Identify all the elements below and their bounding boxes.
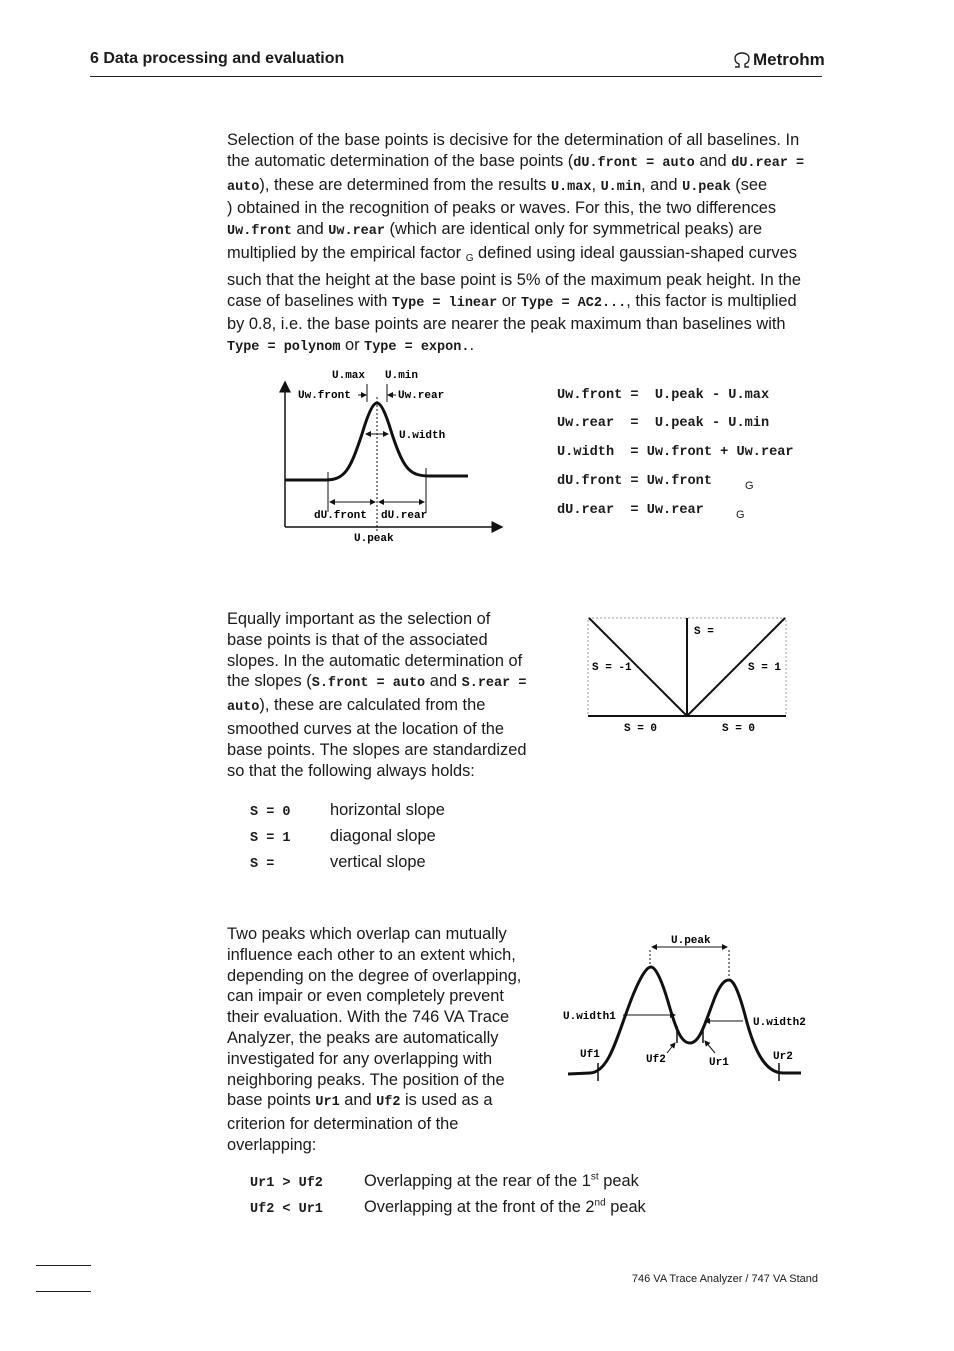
footer-rule-top bbox=[36, 1265, 91, 1266]
overlap-def-row: Uf2 < Ur1 Overlapping at the front of the 2nd peak bbox=[250, 1197, 646, 1217]
formula-durear: dU.rear = Uw.rear bbox=[557, 503, 704, 518]
base-points-paragraph: Selection of the base points is decisive for the determination of all baselines. In the automatic determination of the base points (dU.front = auto and dU.rear = auto), these are determined from the results U.max, U.min, and U.peak (see ) obtained in the recognition of peaks or waves. For this, the two differences Uw.front and Uw.rear (which are identical only for symmetrical peaks) are multiplied by the empirical factor G defined using ideal gaussian-shaped curves such that the height at the base point is 5% of the maximum peak height. In the case of baselines with Type = linear or Type = AC2..., this factor is multiplied by 0.8, i.e. the base points are nearer the peak maximum than baselines with Type = polynom or Type = expon.. bbox=[227, 131, 845, 356]
footer-rule-bottom bbox=[36, 1291, 91, 1292]
label-upeak: U.peak bbox=[671, 935, 711, 947]
slopes-paragraph: Equally important as the selection of base points is that of the associated slopes. In the automatic determination of the slopes (S.front = auto and S.rear = auto), these are calculated from the smoothed curves at the location of the base points. The slopes are standardized so that the following always holds: bbox=[227, 610, 527, 780]
label-s-neg1: S = -1 bbox=[592, 662, 632, 674]
label-ur1: Ur1 bbox=[709, 1057, 729, 1069]
formula-uwfront: Uw.front = U.peak - U.max bbox=[557, 388, 770, 403]
factor-g-2: G bbox=[736, 509, 745, 521]
overlap-diagram bbox=[555, 925, 820, 1085]
omega-icon bbox=[733, 52, 751, 68]
metrohm-logo bbox=[733, 50, 825, 70]
formula-dufront: dU.front = Uw.front bbox=[557, 474, 712, 489]
formula-uwrear: Uw.rear = U.peak - U.min bbox=[557, 416, 770, 431]
footer-text: 746 VA Trace Analyzer / 747 VA Stand bbox=[631, 1273, 818, 1285]
label-uf1: Uf1 bbox=[580, 1049, 600, 1061]
slope-def-row: S = vertical slope bbox=[250, 853, 426, 872]
label-s0-right: S = 0 bbox=[722, 723, 756, 735]
label-uwidth1: U.width1 bbox=[563, 1011, 616, 1023]
formula-uwidth: U.width = Uw.front + Uw.rear bbox=[557, 445, 794, 460]
label-uwrear: Uw.rear bbox=[398, 390, 445, 402]
factor-g-1: G bbox=[745, 480, 754, 492]
page-header-title: 6 Data processing and evaluation bbox=[90, 50, 345, 67]
overlap-paragraph: Two peaks which overlap can mutually influence each other to an extent which, depending on the degree of overlapping, can impair or even completely prevent their evaluation. With the 746 VA Trace Analyzer, the peaks are automatically investigated for any overlapping with neighboring peaks. The position of the base points Ur1 and Uf2 is used as a criterion for determination of the overlapping: bbox=[227, 925, 522, 1154]
label-uwidth2: U.width2 bbox=[753, 1017, 806, 1029]
overlap-def-row: Ur1 > Uf2 Overlapping at the rear of the 1st peak bbox=[250, 1171, 639, 1191]
header-rule bbox=[90, 76, 822, 77]
slope-diagram bbox=[580, 610, 795, 740]
logo-text: Metrohm bbox=[753, 50, 825, 69]
label-dufront: dU.front bbox=[314, 510, 367, 522]
label-s-vertical: S = bbox=[694, 626, 714, 638]
label-durear: dU.rear bbox=[381, 510, 428, 522]
label-uwfront: Uw.front bbox=[298, 390, 351, 402]
label-uwidth: U.width bbox=[399, 430, 446, 442]
slope-def-row: S = 0 horizontal slope bbox=[250, 801, 445, 820]
peak-parameter-diagram bbox=[270, 362, 520, 552]
label-umax: U.max bbox=[332, 370, 366, 382]
label-s-pos1: S = 1 bbox=[748, 662, 782, 674]
label-ur2: Ur2 bbox=[773, 1051, 793, 1063]
label-uf2: Uf2 bbox=[646, 1054, 666, 1066]
label-upeak: U.peak bbox=[354, 533, 394, 545]
slope-def-row: S = 1 diagonal slope bbox=[250, 827, 436, 846]
label-umin: U.min bbox=[385, 370, 419, 382]
label-s0-left: S = 0 bbox=[624, 723, 658, 735]
